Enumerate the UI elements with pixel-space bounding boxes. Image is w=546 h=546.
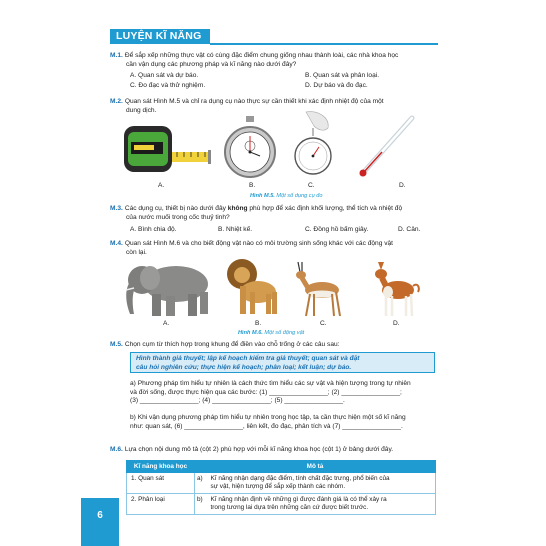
question-m5-part-b bbox=[130, 414, 406, 431]
part-a-line[interactable]: (3) ________________; (4) ________________; (5) ________________. bbox=[130, 397, 345, 405]
page-number-tab bbox=[81, 498, 119, 546]
question-text-cont: cần vận dụng các phương pháp và kĩ năng nào dưới đây? bbox=[126, 60, 297, 68]
question-text: Các dụng cụ, thiết bị nào dưới đây bbox=[124, 205, 228, 212]
figure-caption bbox=[238, 330, 304, 336]
question-number: M.2. bbox=[110, 98, 123, 105]
question-number: M.6. bbox=[110, 446, 123, 453]
description-cell[interactable] bbox=[207, 473, 436, 494]
word-bank-box bbox=[130, 352, 435, 373]
figure-caption bbox=[250, 193, 322, 199]
gazelle-illustration bbox=[288, 258, 346, 320]
section-divider bbox=[210, 43, 438, 45]
question-number: M.3. bbox=[110, 205, 123, 212]
part-a-line[interactable]: và đời sống, được thực hiện qua các bước: (1) ________________; (2) ________________; bbox=[130, 388, 402, 396]
question-m6 bbox=[110, 446, 393, 455]
option-d-label[interactable]: D. bbox=[399, 182, 406, 189]
table-header-row bbox=[127, 461, 436, 473]
option-d-label[interactable]: D. bbox=[393, 320, 400, 327]
question-m5-part-a bbox=[130, 380, 411, 406]
question-text: Quan sát Hình M.6 và cho biết động vật nào có môi trường sinh sống khác với các động vật bbox=[124, 240, 393, 247]
option-b-label[interactable]: B. bbox=[249, 182, 256, 189]
question-m3 bbox=[110, 205, 402, 222]
option-b-label[interactable]: B. bbox=[255, 320, 262, 327]
section-title: LUYỆN KĨ NĂNG bbox=[110, 29, 210, 44]
table-row bbox=[127, 473, 436, 494]
question-m2 bbox=[110, 98, 384, 115]
part-a-line: a) Phương pháp tìm hiểu tự nhiên là cách thức tìm hiểu các sự vật và hiện tượng trong tự nhiên bbox=[130, 380, 411, 387]
option-c[interactable]: C. Đo đạc và thử nghiệm. bbox=[130, 82, 206, 89]
caption-label: Hình M.6. bbox=[238, 330, 263, 336]
thermometer-illustration bbox=[352, 112, 422, 182]
question-number: M.5. bbox=[110, 341, 123, 348]
skill-cell[interactable]: 2. Phân loại bbox=[127, 494, 195, 515]
emphasis-text: không bbox=[227, 205, 248, 212]
stopwatch-illustration bbox=[222, 114, 278, 180]
column-header-skill: Kĩ năng khoa học bbox=[127, 461, 195, 473]
description-tag: b) bbox=[195, 494, 207, 515]
question-text: Để sắp xếp những thực vật có cùng đặc điểm chung giống nhau thành loài, các nhà khoa học bbox=[124, 52, 399, 59]
question-text-end: phù hợp để xác định khối lượng, thể tích và nhiệt độ bbox=[247, 205, 403, 212]
part-b-line: b) Khi vận dụng phương pháp tìm hiểu tự nhiên trong học tập, ta cần thực hiện một số kĩ năng bbox=[130, 414, 406, 421]
description-line: sự vật, hiện tượng để sắp xếp thành các nhóm. bbox=[210, 483, 346, 490]
dog-illustration bbox=[366, 258, 422, 320]
option-c-label[interactable]: C. bbox=[308, 182, 315, 189]
word-bank-line: Hình thành giả thuyết; lập kế hoạch kiểm tra giả thuyết; quan sát và đặt bbox=[136, 355, 360, 362]
option-c[interactable]: C. Đồng hồ bấm giây. bbox=[305, 226, 369, 233]
option-b[interactable]: B. Quan sát và phân loại. bbox=[305, 72, 380, 79]
question-text-cont: dung dịch. bbox=[126, 106, 157, 114]
question-m1 bbox=[110, 52, 398, 69]
option-a-label[interactable]: A. bbox=[163, 320, 170, 327]
page-number: 6 bbox=[97, 510, 103, 521]
option-d[interactable]: D. Dự báo và đo đạc. bbox=[305, 82, 368, 89]
skills-table bbox=[126, 460, 436, 515]
spring-scale-illustration bbox=[288, 110, 338, 182]
option-a[interactable]: A. Quan sát và dự báo. bbox=[130, 72, 199, 79]
description-line: Kĩ năng nhận dạng đặc điểm, tính chất đặc trưng, phổ biến của bbox=[210, 475, 390, 482]
question-text-cont: còn lại. bbox=[126, 248, 147, 256]
description-tag: a) bbox=[195, 473, 207, 494]
table-row bbox=[127, 494, 436, 515]
elephant-illustration bbox=[120, 260, 220, 318]
question-text: Quan sát Hình M.5 và chỉ ra dụng cụ nào thực sự cần thiết khi xác định nhiệt độ của một bbox=[124, 98, 384, 105]
question-number: M.4. bbox=[110, 240, 123, 247]
question-number: M.1. bbox=[110, 52, 123, 59]
tape-measure-illustration bbox=[122, 122, 214, 180]
lion-illustration bbox=[222, 256, 282, 320]
option-a-label[interactable]: A. bbox=[158, 182, 165, 189]
option-b[interactable]: B. Nhiệt kế. bbox=[218, 226, 253, 233]
column-header-description: Mô tả bbox=[195, 461, 436, 473]
part-b-line[interactable]: như: quan sát, (6) ________________, liên kết, đo đạc, phân tích và (7) ________________. bbox=[130, 422, 403, 430]
caption-text: Một số động vật bbox=[262, 330, 305, 336]
question-m5 bbox=[110, 341, 340, 350]
question-text-cont: của nước muối trong cốc thuỷ tinh? bbox=[126, 213, 230, 221]
question-text: Lựa chọn nội dung mô tả (cột 2) phù hợp với mỗi kĩ năng khoa học (cột 1) ở bảng dưới đây. bbox=[124, 446, 394, 453]
caption-text: Một số dụng cụ đo bbox=[274, 193, 323, 199]
option-a[interactable]: A. Bình chia độ. bbox=[130, 226, 177, 233]
description-line: trong tương lai dựa trên những căn cứ được biết trước. bbox=[210, 504, 369, 511]
question-text: Chọn cụm từ thích hợp trong khung để điền vào chỗ trống ở các câu sau: bbox=[124, 341, 340, 348]
option-c-label[interactable]: C. bbox=[320, 320, 327, 327]
caption-label: Hình M.5. bbox=[250, 193, 275, 199]
word-bank-line: câu hỏi nghiên cứu; thực hiện kế hoạch; phân loại; kết luận; dự báo. bbox=[136, 364, 352, 371]
skill-cell[interactable]: 1. Quan sát bbox=[127, 473, 195, 494]
question-m4 bbox=[110, 240, 393, 257]
option-d[interactable]: D. Cân. bbox=[398, 226, 421, 233]
description-cell[interactable] bbox=[207, 494, 436, 515]
description-line: Kĩ năng nhận định về những gì được đánh giá là có thể xảy ra bbox=[210, 496, 387, 503]
